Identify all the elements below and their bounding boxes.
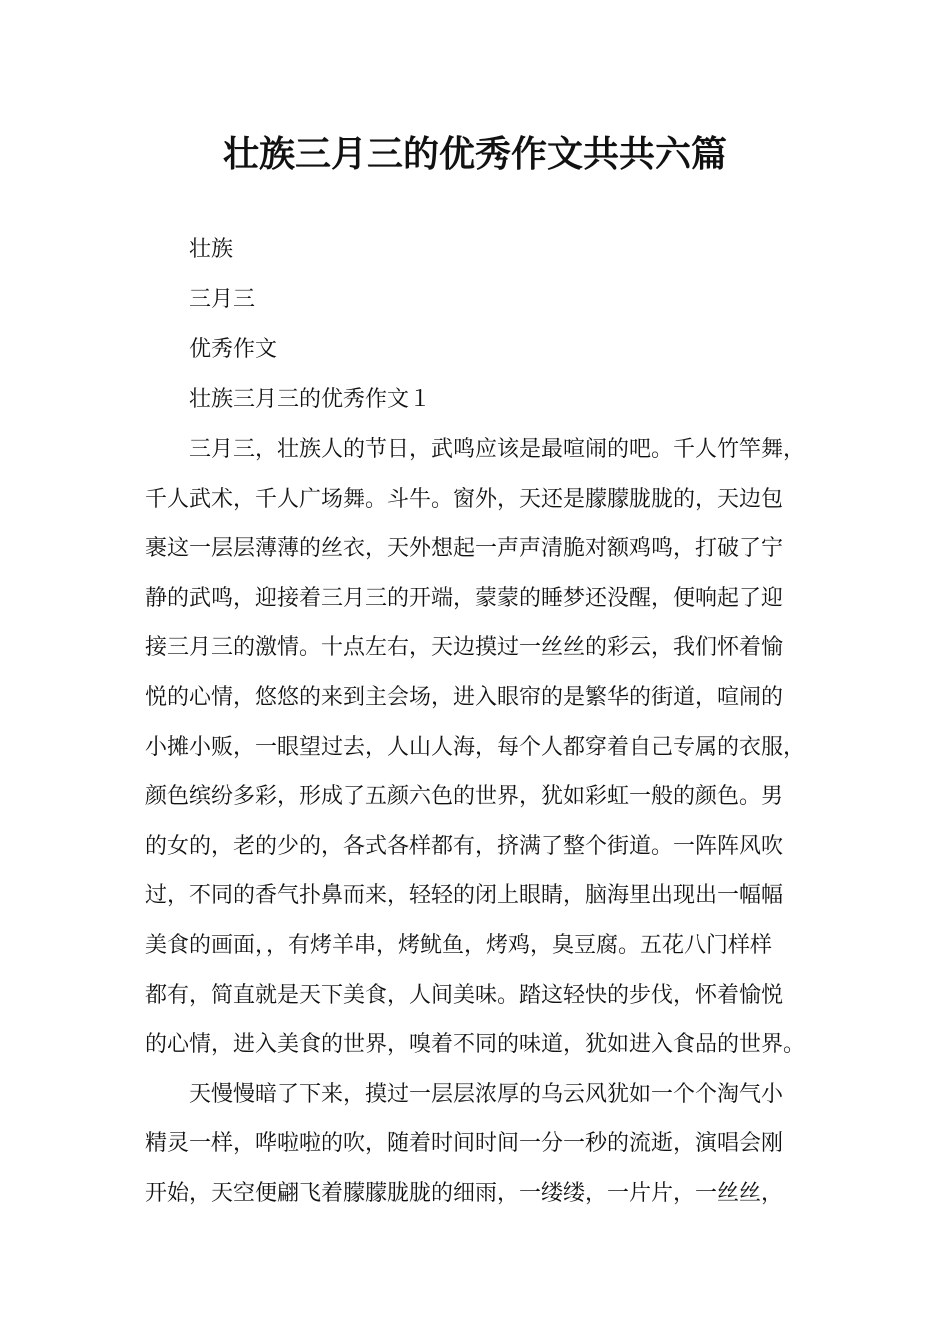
- paragraph-line: 天慢慢暗了下来，摸过一层层浓厚的乌云风犹如一个个淘气小: [189, 1081, 784, 1107]
- document-title: 壮族三月三的优秀作文共共六篇: [222, 133, 727, 175]
- keyword-sanyuesan: 三月三: [189, 287, 256, 312]
- paragraph-line: 小摊小贩，一眼望过去，人山人海，每个人都穿着自己专属的衣服，: [145, 734, 806, 760]
- paragraph-line: 过，不同的香气扑鼻而来，轻轻的闭上眼睛，脑海里出现出一幅幅: [145, 883, 784, 909]
- paragraph-line: 的心情，进入美食的世界，嗅着不同的味道，犹如进入食品的世界。: [145, 1032, 806, 1058]
- paragraph-line: 美食的画面，，有烤羊串，烤鱿鱼，烤鸡，臭豆腐。五花八门样样: [145, 932, 773, 958]
- section-subtitle: 壮族三月三的优秀作文１: [189, 387, 432, 412]
- paragraph-line: 都有，简直就是天下美食，人间美味。踏这轻快的步伐，怀着愉悦: [145, 982, 784, 1008]
- paragraph-line: 三月三，壮族人的节日，武鸣应该是最喧闹的吧。千人竹竿舞，: [189, 437, 806, 462]
- paragraph-line: 千人武术，千人广场舞。斗牛。窗外，天还是朦朦胧胧的，天边包: [145, 486, 784, 512]
- paragraph-line: 裹这一层层薄薄的丝衣，天外想起一声声清脆对额鸡鸣，打破了宁: [145, 536, 784, 562]
- paragraph-line: 静的武鸣，迎接着三月三的开端，蒙蒙的睡梦还没醒，便响起了迎: [145, 585, 784, 611]
- document-body: [145, 225, 821, 1219]
- paragraph-line: 精灵一样，哗啦啦的吹，随着时间时间一分一秒的流逝，演唱会刚: [145, 1131, 784, 1157]
- paragraph-line: 悦的心情，悠悠的来到主会场，进入眼帘的是繁华的街道，喧闹的: [145, 684, 784, 710]
- keyword-youxiu-zuowen: 优秀作文: [189, 337, 278, 362]
- paragraph-line: 颜色缤纷多彩，形成了五颜六色的世界，犹如彩虹一般的颜色。男: [145, 784, 784, 810]
- paragraph-line: 接三月三的激情。十点左右，天边摸过一丝丝的彩云，我们怀着愉: [145, 635, 784, 661]
- keyword-zhuangzu: 壮族: [189, 237, 234, 262]
- paragraph-line: 开始，天空便翩飞着朦朦胧胧的细雨，一缕缕，一片片，一丝丝，: [145, 1180, 784, 1206]
- paragraph-line: 的女的，老的少的，各式各样都有，挤满了整个街道。一阵阵风吹: [145, 833, 784, 859]
- paragraph-2: [145, 1070, 821, 1219]
- paragraph-1: [145, 425, 821, 1070]
